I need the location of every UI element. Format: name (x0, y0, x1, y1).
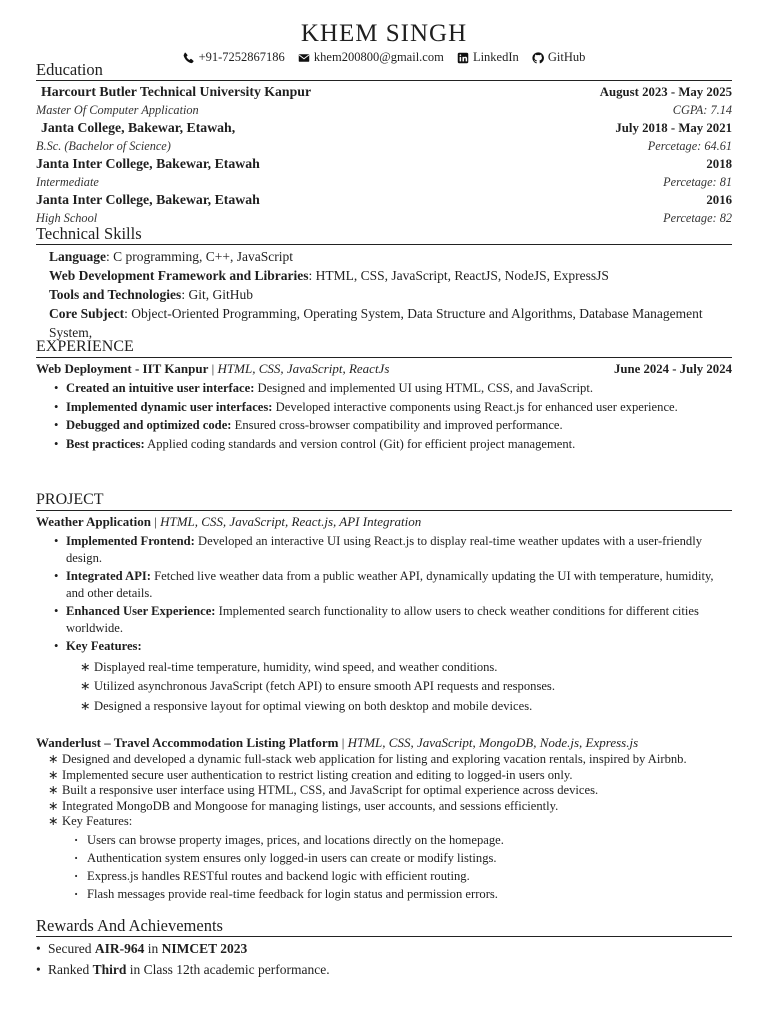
achievements-heading: Rewards And Achievements (36, 916, 732, 937)
bullet-lead: Key Features: (66, 639, 142, 653)
project-name: Wanderlust – Travel Accommodation Listing Platform (36, 735, 339, 750)
achievement-highlight: AIR-964 (94, 941, 145, 956)
skill-label: Core Subject (49, 306, 125, 321)
role-separator: | (208, 361, 218, 376)
degree-name: High School (36, 210, 98, 225)
feature-item: · Flash messages provide real-time feedback for login status and permission errors. (74, 886, 732, 902)
skill-label: Web Development Framework and Libraries (49, 268, 309, 283)
bullet-text: Developed interactive components using React.js for enhanced user experience. (272, 399, 678, 414)
education-dates: July 2018 - May 2021 (615, 121, 732, 135)
education-entry (36, 83, 732, 102)
education-score: Percetage: 82 (663, 210, 732, 225)
project-heading: PROJECT (36, 490, 732, 511)
project-section (36, 490, 732, 904)
bullet-text: Designed and implemented UI using HTML, CSS, and JavaScript. (254, 381, 593, 395)
skill-line (49, 285, 732, 304)
skill-line (49, 247, 732, 266)
education-dates: August 2023 - May 2025 (599, 85, 732, 99)
bullet-text: Developed an interactive UI using React.js to display real-time weather updates with a user-friendly design. (66, 534, 703, 565)
project-wanderlust-bullets (36, 752, 732, 830)
project-name-line (36, 734, 638, 752)
wanderlust-features (36, 832, 732, 902)
linkedin-text: LinkedIn (472, 50, 519, 64)
email-text: khem200800@gmail.com (313, 50, 444, 64)
achievement-text: Ranked (48, 962, 93, 977)
role-title: Web Deployment - IIT Kanpur (36, 361, 209, 376)
experience-bullet (54, 380, 732, 397)
experience-role (36, 360, 389, 378)
education-entry (36, 155, 732, 174)
skills-heading: Technical Skills (36, 224, 732, 245)
feature-item: ∗ Displayed real-time temperature, humidity, wind speed, and weather conditions. (80, 659, 732, 676)
skill-value: : C programming, C++, JavaScript (106, 249, 293, 264)
bullet-lead: Enhanced User Experience: (66, 604, 216, 618)
education-entry (36, 191, 732, 210)
education-score: Percetage: 64.61 (647, 138, 732, 153)
skill-label: Language (49, 249, 107, 264)
feature-item: · Express.js handles RESTful routes and backend logic with efficient routing. (74, 868, 732, 884)
experience-heading: EXPERIENCE (36, 337, 732, 358)
project-bullet (54, 603, 732, 636)
education-score: Percetage: 81 (663, 174, 732, 189)
experience-section (36, 337, 732, 454)
achievement-text: Secured (48, 941, 95, 956)
project-tech: HTML, CSS, JavaScript, MongoDB, Node.js, Express.js (347, 735, 639, 750)
project-bullet: ∗ Built a responsive user interface using HTML, CSS, and JavaScript for optimal experience across devices. (48, 783, 732, 799)
skill-value: : Git, GitHub (181, 287, 253, 302)
experience-bullets (36, 380, 732, 452)
project-bullet: ∗ Key Features: (48, 814, 732, 830)
achievement-item (36, 960, 732, 979)
education-section (36, 60, 732, 227)
project-separator: | (338, 735, 348, 750)
institution-name: Janta Inter College, Bakewar, Etawah (36, 192, 260, 207)
bullet-text: Ensured cross-browser compatibility and improved performance. (231, 418, 563, 432)
project-bullet (54, 568, 732, 601)
bullet-lead: Integrated API: (66, 569, 151, 583)
experience-bullet (54, 436, 732, 453)
bullet-text: Applied coding standards and version control (Git) for efficient project management. (144, 436, 576, 451)
education-dates: 2016 (706, 193, 732, 207)
bullet-lead: Best practices: (66, 436, 145, 451)
feature-item: ∗ Designed a responsive layout for optimal viewing on both desktop and mobile devices. (80, 698, 732, 715)
project-name: Weather Application (36, 514, 151, 529)
bullet-text: Implemented search functionality to allow users to check weather conditions for different cities worldwide. (66, 604, 699, 635)
achievement-item (36, 939, 732, 958)
institution-name: Janta Inter College, Bakewar, Etawah (36, 156, 260, 171)
phone-text: +91-7252867186 (198, 50, 285, 64)
candidate-name: KHEM SINGH (300, 20, 468, 47)
skills-section (36, 224, 732, 342)
education-entry (36, 119, 732, 138)
skill-value: : Object-Oriented Programming, Operating System, Data Structure and Algorithms, Database Management System, (49, 306, 703, 340)
degree-name: B.Sc. (Bachelor of Science) (36, 138, 171, 153)
bullet-text: Fetched live weather data from a public weather API, dynamically updating the UI with temperature, humidity, and other details. (66, 569, 714, 600)
project-separator: | (150, 514, 161, 529)
bullet-lead: Debugged and optimized code: (66, 418, 232, 432)
degree-name: Intermediate (36, 174, 99, 189)
project-weather-title (36, 513, 732, 531)
role-dates: June 2024 - July 2024 (613, 362, 732, 376)
skill-line (49, 266, 732, 285)
project-bullet: ∗ Designed and developed a dynamic full-stack web application for listing and exploring vacation rentals, inspired by Airbnb. (48, 752, 732, 768)
skill-value: : HTML, CSS, JavaScript, ReactJS, NodeJS, ExpressJS (308, 268, 609, 283)
education-score: CGPA: 7.14 (672, 102, 732, 117)
education-detail (36, 138, 732, 156)
project-tech: HTML, CSS, JavaScript, React.js, API Integration (160, 514, 422, 529)
project-bullet (54, 533, 732, 566)
feature-item: ∗ Utilized asynchronous JavaScript (fetch API) to ensure smooth API requests and responses. (80, 678, 732, 695)
education-heading: Education (36, 60, 732, 81)
project-bullet (54, 638, 732, 714)
achievement-highlight: NIMCET 2023 (161, 941, 248, 956)
project-bullet: ∗ Integrated MongoDB and Mongoose for managing listings, user accounts, and sessions efficiently. (48, 799, 732, 815)
project-wanderlust-title (36, 734, 732, 752)
education-detail (36, 102, 732, 120)
github-text: GitHub (547, 50, 586, 64)
experience-role-row (36, 360, 732, 378)
bullet-lead: Implemented dynamic user interfaces: (66, 399, 273, 414)
skill-label: Tools and Technologies (49, 287, 182, 302)
role-tech: HTML, CSS, JavaScript, ReactJs (217, 361, 390, 376)
education-list (36, 83, 732, 227)
institution-name: Janta College, Bakewar, Etawah, (41, 120, 236, 135)
feature-item: · Users can browse property images, prices, and locations directly on the homepage. (74, 832, 732, 848)
feature-item: · Authentication system ensures only logged-in users can create or modify listings. (74, 850, 732, 866)
education-detail (36, 174, 732, 192)
achievement-highlight: Third (92, 962, 127, 977)
achievement-text: in Class 12th academic performance. (126, 962, 330, 977)
skills-list (36, 247, 732, 342)
achievements-section (36, 916, 732, 981)
weather-features (66, 659, 732, 715)
experience-bullet (54, 417, 732, 434)
achievements-list (36, 939, 732, 979)
bullet-lead: Created an intuitive user interface: (66, 381, 255, 395)
project-name-line (36, 513, 421, 531)
achievement-text: in (144, 941, 162, 956)
project-weather-bullets (36, 533, 732, 714)
institution-name: Harcourt Butler Technical University Kanpur (41, 84, 312, 99)
education-dates: 2018 (706, 157, 732, 171)
bullet-lead: Implemented Frontend: (66, 534, 195, 548)
degree-name: Master Of Computer Application (36, 102, 199, 117)
experience-bullet (54, 399, 732, 416)
project-bullet: ∗ Implemented secure user authentication to restrict listing creation and editing to logged-in users only. (48, 768, 732, 784)
